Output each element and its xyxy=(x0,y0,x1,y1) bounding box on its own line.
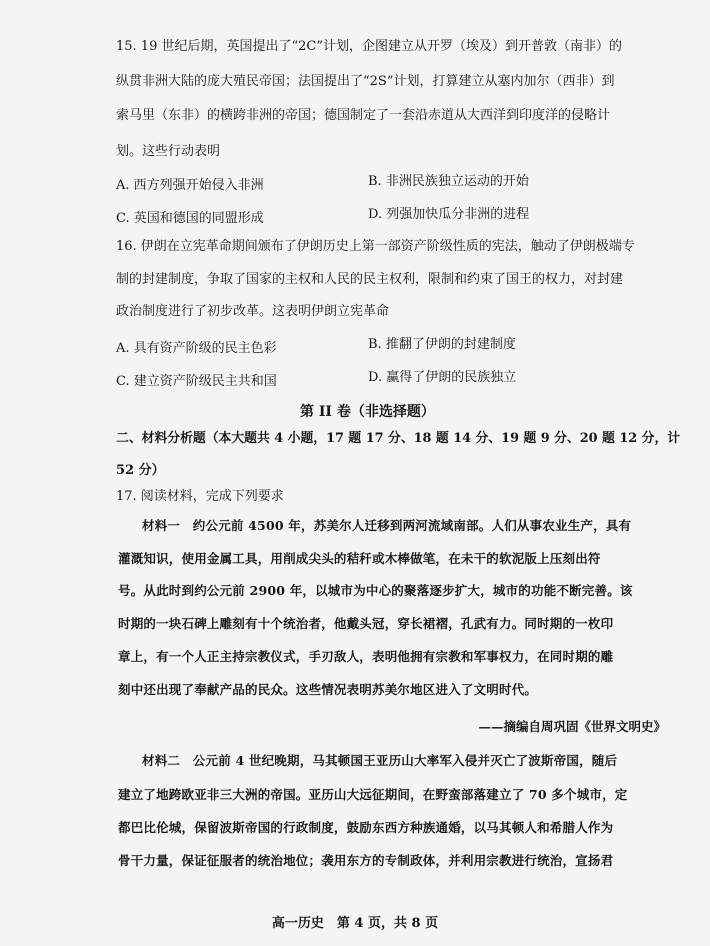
material1-line-6: 刻中还出现了奉献产品的民众。这些情况表明苏美尔地区进入了文明时代。 xyxy=(118,682,538,697)
q16-line-2: 制的封建制度，争取了国家的主权和人民的民主权利，限制和约束了国王的权力，对封建 xyxy=(116,272,624,287)
q16-option-a: A. 具有资产阶级的民主色彩 xyxy=(116,341,277,356)
section2-header-line-2: 52 分） xyxy=(116,463,165,478)
material2-line-1: 材料二 公元前 4 世纪晚期，马其顿国王亚历山大率军入侵并灭亡了波斯帝国，随后 xyxy=(142,753,618,768)
page-footer: 高一历史 第 4 页，共 8 页 xyxy=(271,916,439,931)
material1-line-3: 号。从此时到约公元前 2900 年，以城市为中心的聚落逐步扩大，城市的功能不断完善。该 xyxy=(118,583,633,598)
material1-line-1: 材料一 约公元前 4500 年，苏美尔人迁移到两河流域南部。人们从事农业生产，具有 xyxy=(142,518,632,533)
q15-option-b: B. 非洲民族独立运动的开始 xyxy=(368,174,529,189)
q16-line-3: 政治制度进行了初步改革。这表明伊朗立宪革命 xyxy=(116,304,390,319)
section2-title: 第 II 卷（非选择题） xyxy=(300,404,435,420)
q16-option-b: B. 推翻了伊朗的封建制度 xyxy=(368,337,516,352)
q16-option-d: D. 赢得了伊朗的民族独立 xyxy=(368,370,517,385)
material1-line-4: 时期的一块石碑上雕刻有十个统治者，他戴头冠，穿长裙褶，孔武有力。同时期的一枚印 xyxy=(118,616,614,631)
material2-line-4: 骨干力量，保证征服者的统治地位；袭用东方的专制政体，并利用宗教进行统治，宣扬君 xyxy=(118,853,614,868)
section2-header-line-1: 二、材料分析题（本大题共 4 小题，17 题 17 分、18 题 14 分、19 题 9 分、20 题 12 分，计 xyxy=(116,431,681,446)
q15-line-1: 15. 19 世纪后期，英国提出了“2C”计划，企图建立从开罗（埃及）到开普敦（南非）的 xyxy=(116,39,622,54)
q15-option-c: C. 英国和德国的同盟形成 xyxy=(116,211,264,226)
material1-source: ——摘编自周巩固《世界文明史》 xyxy=(478,719,666,734)
q15-line-4: 划。这些行动表明 xyxy=(116,144,221,159)
material2-line-2: 建立了地跨欧亚非三大洲的帝国。亚历山大远征期间，在野蛮部落建立了 70 多个城市，定 xyxy=(118,787,628,802)
q15-option-a: A. 西方列强开始侵入非洲 xyxy=(116,178,264,193)
q17-title: 17. 阅读材料，完成下列要求 xyxy=(116,489,284,504)
material1-line-2: 灌溉知识，使用金属工具，用削成尖头的秸秆或木棒做笔，在未干的软泥版上压刻出符 xyxy=(118,551,601,566)
q15-option-d: D. 列强加快瓜分非洲的进程 xyxy=(368,207,530,222)
q15-line-2: 纵贯非洲大陆的庞大殖民帝国；法国提出了“2S”计划，打算建立从塞内加尔（西非）到 xyxy=(116,74,615,89)
material1-line-5: 章上，有一个人正主持宗教仪式，手刃敌人，表明他拥有宗教和军事权力，在同时期的雕 xyxy=(118,649,614,664)
material2-line-3: 都巴比伦城，保留波斯帝国的行政制度，鼓励东西方种族通婚，以马其顿人和希腊人作为 xyxy=(118,820,614,835)
q16-line-1: 16. 伊朗在立宪革命期间颁布了伊朗历史上第一部资产阶级性质的宪法，触动了伊朗极端专 xyxy=(116,239,635,254)
q16-option-c: C. 建立资产阶级民主共和国 xyxy=(116,374,277,389)
q15-line-3: 索马里（东非）的横跨非洲的帝国；德国制定了一套沿赤道从大西洋到印度洋的侵略计 xyxy=(116,108,611,123)
